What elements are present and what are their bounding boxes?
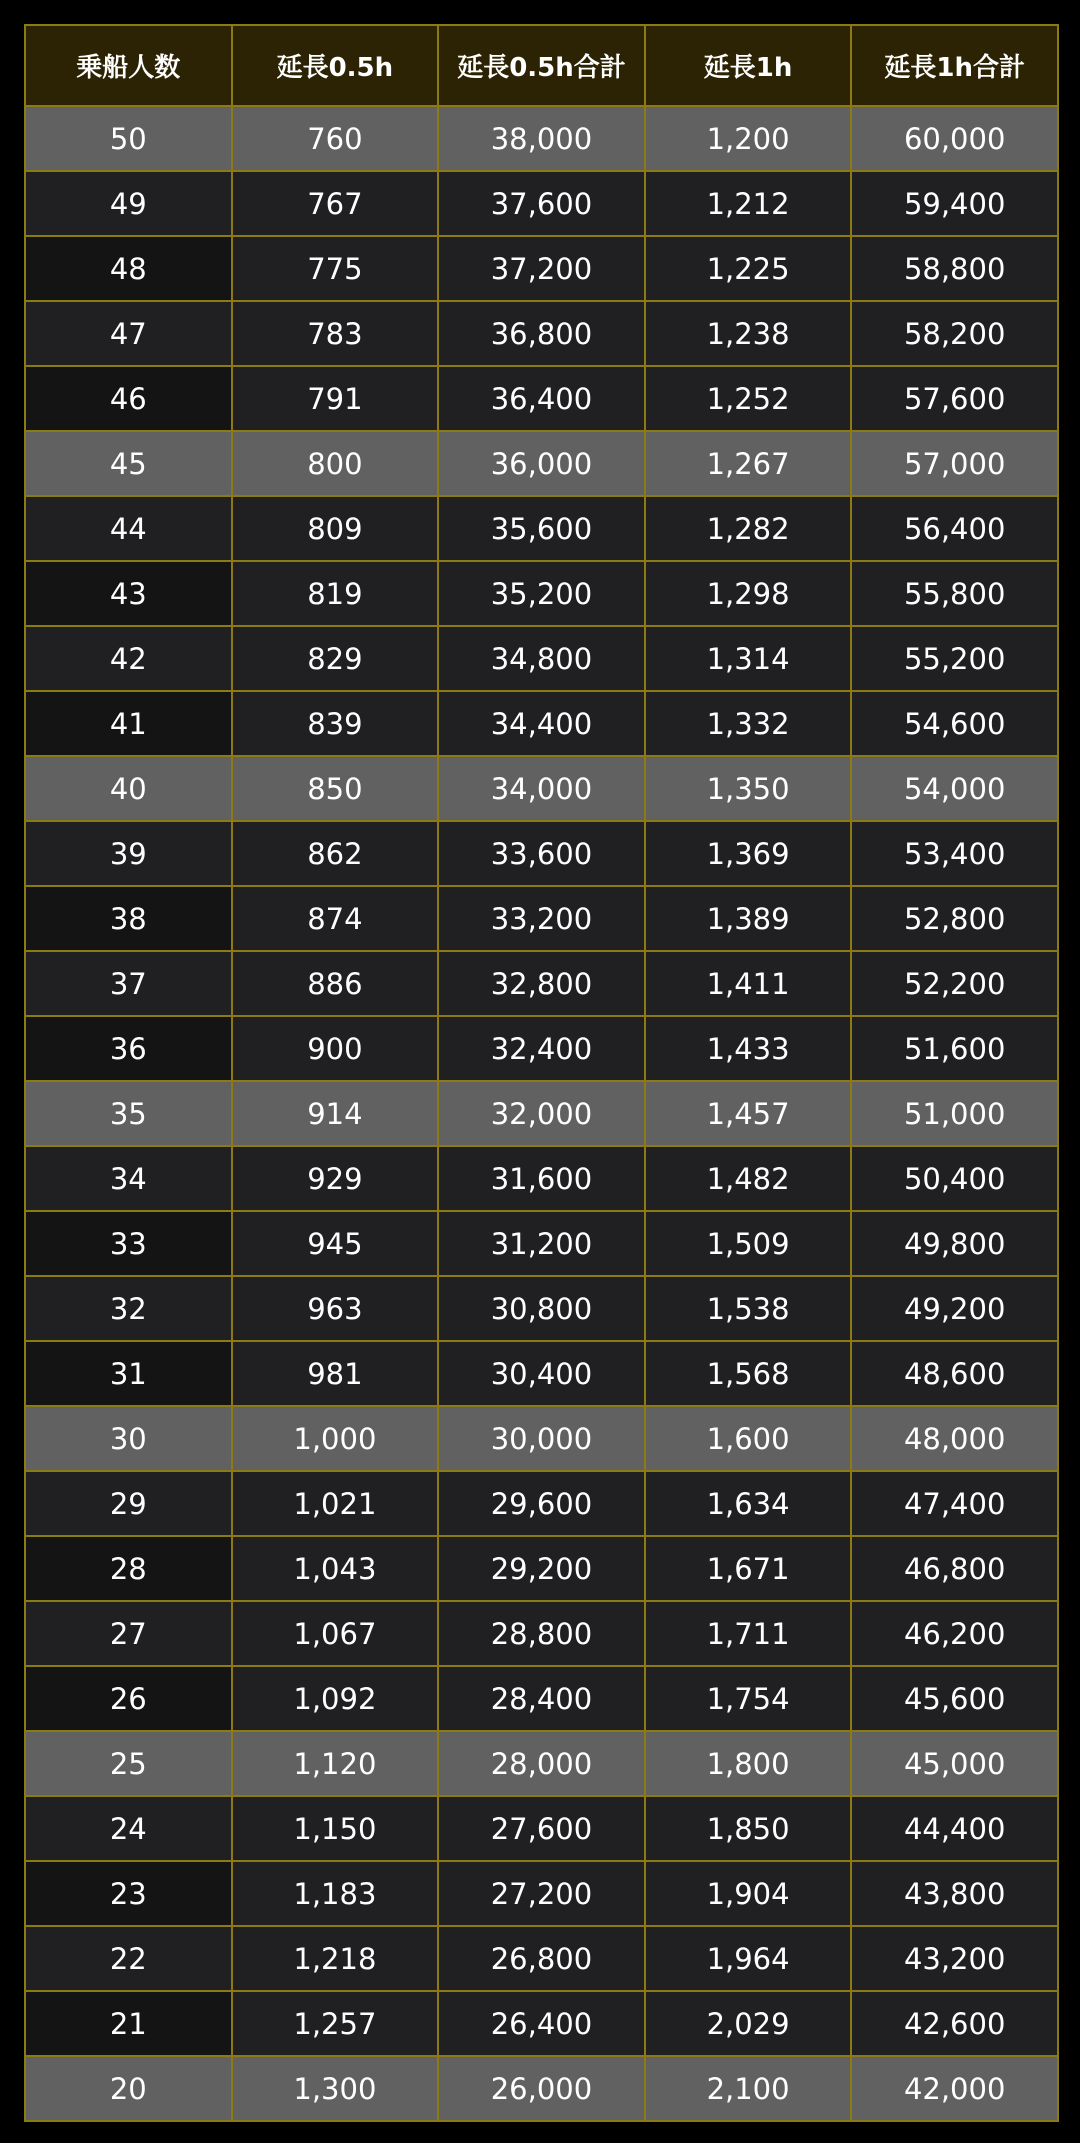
- ext-one-hour-cell: 1,212: [645, 171, 852, 236]
- ext-one-hour-cell: 1,267: [645, 431, 852, 496]
- table-row: [25, 301, 1058, 366]
- table-row: [25, 1536, 1058, 1601]
- passengers-cell: 24: [25, 1796, 232, 1861]
- passengers-cell: 33: [25, 1211, 232, 1276]
- ext-one-hour-cell: 1,433: [645, 1016, 852, 1081]
- ext-one-hour-total-cell: 52,200: [851, 951, 1058, 1016]
- table-row: [25, 2056, 1058, 2121]
- ext-one-hour-cell: 1,509: [645, 1211, 852, 1276]
- ext-one-hour-total-cell: 57,000: [851, 431, 1058, 496]
- table-row: [25, 1796, 1058, 1861]
- passengers-cell: 48: [25, 236, 232, 301]
- ext-half-hour-total-cell: 26,800: [438, 1926, 645, 1991]
- ext-one-hour-cell: 1,238: [645, 301, 852, 366]
- ext-half-hour-cell: 850: [232, 756, 439, 821]
- passengers-cell: 44: [25, 496, 232, 561]
- passengers-cell: 45: [25, 431, 232, 496]
- ext-one-hour-cell: 1,350: [645, 756, 852, 821]
- ext-half-hour-total-cell: 36,400: [438, 366, 645, 431]
- ext-one-hour-total-cell: 54,000: [851, 756, 1058, 821]
- ext-half-hour-cell: 886: [232, 951, 439, 1016]
- ext-half-hour-cell: 760: [232, 106, 439, 171]
- ext-one-hour-total-cell: 53,400: [851, 821, 1058, 886]
- ext-one-hour-cell: 1,314: [645, 626, 852, 691]
- passengers-cell: 29: [25, 1471, 232, 1536]
- ext-half-hour-cell: 1,150: [232, 1796, 439, 1861]
- ext-half-hour-total-cell: 28,400: [438, 1666, 645, 1731]
- ext-half-hour-cell: 862: [232, 821, 439, 886]
- header-row: [25, 25, 1058, 106]
- ext-half-hour-total-cell: 36,800: [438, 301, 645, 366]
- ext-half-hour-cell: 809: [232, 496, 439, 561]
- ext-half-hour-cell: 914: [232, 1081, 439, 1146]
- ext-half-hour-cell: 767: [232, 171, 439, 236]
- ext-one-hour-cell: 1,225: [645, 236, 852, 301]
- ext-half-hour-cell: 1,120: [232, 1731, 439, 1796]
- ext-half-hour-total-cell: 26,000: [438, 2056, 645, 2121]
- ext-one-hour-cell: 1,634: [645, 1471, 852, 1536]
- ext-half-hour-total-cell: 27,200: [438, 1861, 645, 1926]
- ext-half-hour-total-cell: 32,800: [438, 951, 645, 1016]
- passengers-cell: 23: [25, 1861, 232, 1926]
- ext-one-hour-cell: 1,389: [645, 886, 852, 951]
- ext-one-hour-total-cell: 45,600: [851, 1666, 1058, 1731]
- ext-one-hour-cell: 1,904: [645, 1861, 852, 1926]
- passengers-cell: 27: [25, 1601, 232, 1666]
- ext-half-hour-total-cell: 30,000: [438, 1406, 645, 1471]
- ext-one-hour-total-cell: 42,000: [851, 2056, 1058, 2121]
- ext-one-hour-total-cell: 48,600: [851, 1341, 1058, 1406]
- passengers-cell: 26: [25, 1666, 232, 1731]
- ext-half-hour-cell: 839: [232, 691, 439, 756]
- table-row: [25, 691, 1058, 756]
- ext-one-hour-total-cell: 59,400: [851, 171, 1058, 236]
- ext-one-hour-total-cell: 46,800: [851, 1536, 1058, 1601]
- table-row: [25, 756, 1058, 821]
- ext-half-hour-total-cell: 29,600: [438, 1471, 645, 1536]
- ext-one-hour-cell: 1,457: [645, 1081, 852, 1146]
- header-ext-half-hour-total: 延長0.5h合計: [438, 25, 645, 106]
- ext-half-hour-total-cell: 37,600: [438, 171, 645, 236]
- table-row: [25, 106, 1058, 171]
- ext-half-hour-total-cell: 30,800: [438, 1276, 645, 1341]
- table-row: [25, 561, 1058, 626]
- ext-half-hour-cell: 829: [232, 626, 439, 691]
- ext-half-hour-cell: 874: [232, 886, 439, 951]
- passengers-cell: 47: [25, 301, 232, 366]
- ext-one-hour-total-cell: 49,800: [851, 1211, 1058, 1276]
- passengers-cell: 28: [25, 1536, 232, 1601]
- ext-one-hour-cell: 2,100: [645, 2056, 852, 2121]
- ext-one-hour-total-cell: 52,800: [851, 886, 1058, 951]
- ext-half-hour-total-cell: 28,800: [438, 1601, 645, 1666]
- passengers-cell: 20: [25, 2056, 232, 2121]
- ext-one-hour-cell: 1,600: [645, 1406, 852, 1471]
- ext-half-hour-total-cell: 34,000: [438, 756, 645, 821]
- ext-one-hour-total-cell: 58,200: [851, 301, 1058, 366]
- ext-half-hour-cell: 800: [232, 431, 439, 496]
- ext-half-hour-cell: 791: [232, 366, 439, 431]
- ext-one-hour-total-cell: 43,800: [851, 1861, 1058, 1926]
- ext-one-hour-cell: 1,538: [645, 1276, 852, 1341]
- ext-half-hour-total-cell: 32,400: [438, 1016, 645, 1081]
- table-row: [25, 1406, 1058, 1471]
- header-passengers: 乗船人数: [25, 25, 232, 106]
- ext-one-hour-cell: 1,964: [645, 1926, 852, 1991]
- ext-one-hour-total-cell: 44,400: [851, 1796, 1058, 1861]
- table-row: [25, 1991, 1058, 2056]
- table-row: [25, 1666, 1058, 1731]
- passengers-cell: 35: [25, 1081, 232, 1146]
- passengers-cell: 31: [25, 1341, 232, 1406]
- passengers-cell: 50: [25, 106, 232, 171]
- table-row: [25, 236, 1058, 301]
- table-row: [25, 1211, 1058, 1276]
- ext-half-hour-cell: 1,000: [232, 1406, 439, 1471]
- ext-one-hour-total-cell: 57,600: [851, 366, 1058, 431]
- ext-one-hour-cell: 1,298: [645, 561, 852, 626]
- table-row: [25, 886, 1058, 951]
- ext-half-hour-total-cell: 34,400: [438, 691, 645, 756]
- ext-one-hour-cell: 1,252: [645, 366, 852, 431]
- ext-one-hour-total-cell: 51,000: [851, 1081, 1058, 1146]
- ext-half-hour-cell: 1,257: [232, 1991, 439, 2056]
- passengers-cell: 41: [25, 691, 232, 756]
- ext-one-hour-cell: 1,200: [645, 106, 852, 171]
- table-row: [25, 1731, 1058, 1796]
- ext-half-hour-total-cell: 34,800: [438, 626, 645, 691]
- ext-one-hour-total-cell: 55,800: [851, 561, 1058, 626]
- ext-one-hour-cell: 1,369: [645, 821, 852, 886]
- passengers-cell: 42: [25, 626, 232, 691]
- table-row: [25, 1276, 1058, 1341]
- ext-half-hour-cell: 1,300: [232, 2056, 439, 2121]
- ext-half-hour-cell: 1,021: [232, 1471, 439, 1536]
- passengers-cell: 46: [25, 366, 232, 431]
- ext-one-hour-cell: 1,332: [645, 691, 852, 756]
- passengers-cell: 34: [25, 1146, 232, 1211]
- passengers-cell: 38: [25, 886, 232, 951]
- ext-one-hour-cell: 1,482: [645, 1146, 852, 1211]
- ext-half-hour-total-cell: 30,400: [438, 1341, 645, 1406]
- ext-half-hour-cell: 929: [232, 1146, 439, 1211]
- ext-half-hour-total-cell: 28,000: [438, 1731, 645, 1796]
- table-row: [25, 1861, 1058, 1926]
- ext-half-hour-cell: 900: [232, 1016, 439, 1081]
- ext-half-hour-cell: 1,218: [232, 1926, 439, 1991]
- ext-half-hour-total-cell: 35,600: [438, 496, 645, 561]
- ext-half-hour-total-cell: 35,200: [438, 561, 645, 626]
- passengers-cell: 39: [25, 821, 232, 886]
- ext-one-hour-total-cell: 55,200: [851, 626, 1058, 691]
- header-ext-half-hour: 延長0.5h: [232, 25, 439, 106]
- ext-half-hour-total-cell: 32,000: [438, 1081, 645, 1146]
- passengers-cell: 43: [25, 561, 232, 626]
- ext-one-hour-cell: 1,282: [645, 496, 852, 561]
- table-row: [25, 366, 1058, 431]
- ext-half-hour-total-cell: 29,200: [438, 1536, 645, 1601]
- table-row: [25, 821, 1058, 886]
- ext-one-hour-total-cell: 47,400: [851, 1471, 1058, 1536]
- ext-half-hour-cell: 783: [232, 301, 439, 366]
- passengers-cell: 25: [25, 1731, 232, 1796]
- ext-half-hour-total-cell: 31,200: [438, 1211, 645, 1276]
- table-row: [25, 1341, 1058, 1406]
- passengers-cell: 37: [25, 951, 232, 1016]
- ext-half-hour-cell: 945: [232, 1211, 439, 1276]
- ext-one-hour-total-cell: 49,200: [851, 1276, 1058, 1341]
- table-row: [25, 496, 1058, 561]
- ext-half-hour-total-cell: 26,400: [438, 1991, 645, 2056]
- ext-half-hour-total-cell: 27,600: [438, 1796, 645, 1861]
- ext-one-hour-cell: 1,711: [645, 1601, 852, 1666]
- table-row: [25, 1471, 1058, 1536]
- passengers-cell: 32: [25, 1276, 232, 1341]
- table-row: [25, 626, 1058, 691]
- passengers-cell: 21: [25, 1991, 232, 2056]
- ext-one-hour-total-cell: 54,600: [851, 691, 1058, 756]
- header-ext-one-hour: 延長1h: [645, 25, 852, 106]
- ext-one-hour-cell: 1,754: [645, 1666, 852, 1731]
- ext-one-hour-total-cell: 58,800: [851, 236, 1058, 301]
- ext-one-hour-cell: 2,029: [645, 1991, 852, 2056]
- price-table: [24, 24, 1059, 2122]
- ext-one-hour-cell: 1,800: [645, 1731, 852, 1796]
- passengers-cell: 36: [25, 1016, 232, 1081]
- ext-one-hour-total-cell: 60,000: [851, 106, 1058, 171]
- ext-half-hour-cell: 1,183: [232, 1861, 439, 1926]
- passengers-cell: 40: [25, 756, 232, 821]
- ext-half-hour-total-cell: 33,200: [438, 886, 645, 951]
- table-row: [25, 1016, 1058, 1081]
- ext-one-hour-total-cell: 51,600: [851, 1016, 1058, 1081]
- ext-half-hour-cell: 775: [232, 236, 439, 301]
- ext-half-hour-total-cell: 36,000: [438, 431, 645, 496]
- price-table-container: [24, 24, 1059, 2122]
- ext-half-hour-total-cell: 33,600: [438, 821, 645, 886]
- ext-half-hour-total-cell: 37,200: [438, 236, 645, 301]
- passengers-cell: 30: [25, 1406, 232, 1471]
- table-body: [25, 106, 1058, 2121]
- ext-half-hour-cell: 963: [232, 1276, 439, 1341]
- ext-one-hour-total-cell: 43,200: [851, 1926, 1058, 1991]
- table-header: [25, 25, 1058, 106]
- ext-one-hour-total-cell: 46,200: [851, 1601, 1058, 1666]
- ext-one-hour-cell: 1,850: [645, 1796, 852, 1861]
- ext-one-hour-cell: 1,568: [645, 1341, 852, 1406]
- table-row: [25, 171, 1058, 236]
- ext-one-hour-total-cell: 48,000: [851, 1406, 1058, 1471]
- ext-half-hour-cell: 1,092: [232, 1666, 439, 1731]
- ext-one-hour-total-cell: 50,400: [851, 1146, 1058, 1211]
- table-row: [25, 1146, 1058, 1211]
- ext-one-hour-total-cell: 42,600: [851, 1991, 1058, 2056]
- table-row: [25, 951, 1058, 1016]
- ext-half-hour-cell: 981: [232, 1341, 439, 1406]
- ext-one-hour-total-cell: 45,000: [851, 1731, 1058, 1796]
- ext-half-hour-cell: 1,043: [232, 1536, 439, 1601]
- ext-half-hour-total-cell: 31,600: [438, 1146, 645, 1211]
- passengers-cell: 49: [25, 171, 232, 236]
- table-row: [25, 1926, 1058, 1991]
- table-row: [25, 431, 1058, 496]
- passengers-cell: 22: [25, 1926, 232, 1991]
- ext-half-hour-cell: 819: [232, 561, 439, 626]
- ext-half-hour-cell: 1,067: [232, 1601, 439, 1666]
- table-row: [25, 1601, 1058, 1666]
- header-ext-one-hour-total: 延長1h合計: [851, 25, 1058, 106]
- ext-one-hour-cell: 1,671: [645, 1536, 852, 1601]
- ext-half-hour-total-cell: 38,000: [438, 106, 645, 171]
- ext-one-hour-cell: 1,411: [645, 951, 852, 1016]
- ext-one-hour-total-cell: 56,400: [851, 496, 1058, 561]
- table-row: [25, 1081, 1058, 1146]
